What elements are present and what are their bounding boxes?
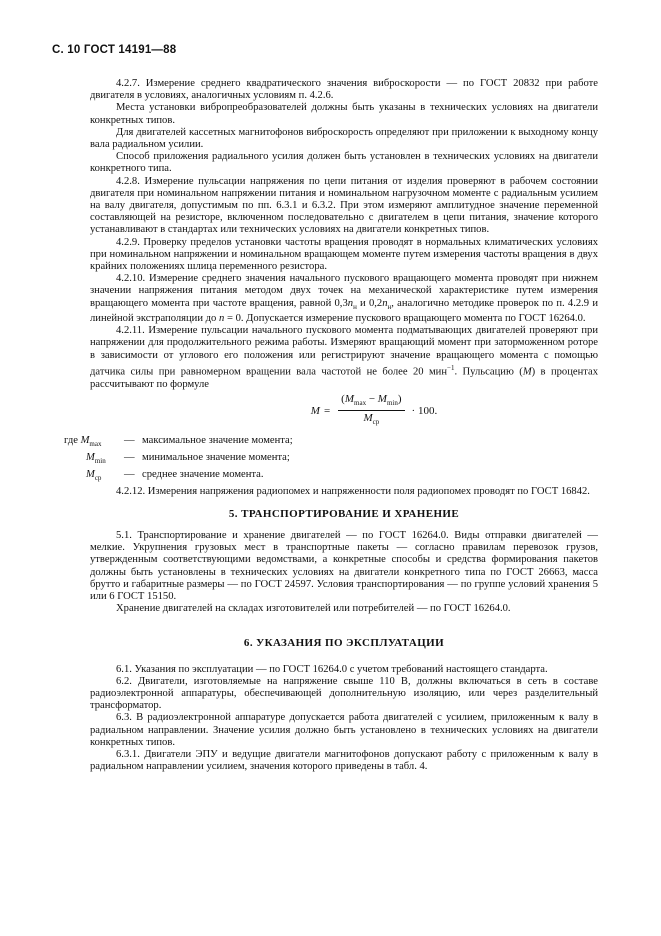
paren-open: ( xyxy=(341,392,345,405)
paragraph-4-2-7: 4.2.7. Измерение среднего квадратического значения виброскорости — по ГОСТ 20832 при работе двигателя в условиях, аналогичных условиям п. 4.2.6. xyxy=(90,78,598,102)
text-run: и 0,2 xyxy=(356,297,383,309)
document-body xyxy=(64,78,599,773)
m-min-symbol: М xyxy=(377,392,387,405)
legend-sub: max xyxy=(89,439,102,448)
section-6-title: 6. УКАЗАНИЯ ПО ЭКСПЛУАТАЦИИ xyxy=(243,637,445,650)
symbol-m: М xyxy=(522,366,532,378)
text-run: 4.2.11. Измерение пульсации начального пускового момента подматывающих двигателей проверяют при напряжении для продолжительного режима работы. Измеряют вращающий момент при заторможенном роторе в зависимости от углового его положения или регистрируют значение вращающего момента с помощью датчика силы при равномерном вращении вала частотой не более 20 мин xyxy=(90,325,598,378)
formula-legend xyxy=(64,435,598,486)
paragraph-cassette-motors: Для двигателей кассетных магнитофонов виброскорость определяют при приложении к выходному концу вала радиальном усилии. xyxy=(90,126,598,151)
legend-row xyxy=(64,435,598,452)
paragraph-5-1: 5.1. Транспортирование и хранение двигателей — по ГОСТ 16264.0. Виды отправки двигателей — мелкие. Укрупнения грузовых мест в транспортные пакеты — согласно правилам перевозок грузов, утвержденным соответствующими ведомствами, а конкретные способы и средства формирования пакетов должны быть установлены в технических условиях на двигатели конкретного типа по ГОСТ 26663, масса брутто и габаритные размеры — по ГОСТ 24597. Условия транспортирования — по группе условий хранения 5 или 6 ГОСТ 15150. xyxy=(90,529,598,602)
legend-text: минимальное значение момента; xyxy=(142,451,290,463)
pulsation-formula xyxy=(150,393,598,429)
paragraph-sensor-placement: Места установки вибропреобразователей должны быть указаны в технических условиях на двигатели конкретных типов. xyxy=(90,102,598,126)
subscript: н xyxy=(387,302,392,311)
paragraph-4-2-9: 4.2.9. Проверку пределов установки частоты вращения проводят в нормальных климатических условиях при номинальном напряжении и номинальном вращающем моменте путем измерения частоты вращения в двух крайних положениях шлица переменного резистора. xyxy=(90,236,598,273)
paragraph-4-2-12: 4.2.12. Измерения напряжения радиопомех и напряженности поля радиопомех проводят по ГОСТ 16842. xyxy=(116,485,590,497)
legend-dash: — xyxy=(124,468,135,480)
page-header: С. 10 ГОСТ 14191—88 xyxy=(52,44,177,56)
paragraph-4-2-10 xyxy=(90,273,598,325)
paragraph-4-2-8: 4.2.8. Измерение пульсации напряжения по цепи питания от изделия проверяют в рабочем состоянии двигателя при номинальном напряжении питания и номинальном нагрузочном моменте с радиальным усилием на валу двигателя, допустимым по пп. 6.3.1 и 6.3.2. При этом измеряют амплитудное значение переменной составляющей на резисторе, включенном последовательно с двигателем в цепи питания, значение которого устанавливают в стандартах или технических условиях на двигатели конкретных типов. xyxy=(90,175,598,236)
paragraph-6-3-1: 6.3.1. Двигатели ЭПУ и ведущие двигатели магнитофонов допускают работу с приложенным к валу в радиальном направлении усилием, значения которого приведены в табл. 4. xyxy=(90,748,598,773)
text-run: . Пульсацию ( xyxy=(454,366,523,378)
symbol-n: n xyxy=(382,297,388,309)
paragraph-force-method: Способ приложения радиального усилия должен быть установлен в технических условиях на двигатели конкретного типа. xyxy=(90,151,598,175)
legend-sub: min xyxy=(94,456,106,465)
text-run: = 0. Допускается измерение пускового вращающего момента по ГОСТ 16264.0. xyxy=(224,312,586,324)
formula-denominator xyxy=(363,411,379,428)
legend-dash: — xyxy=(124,451,135,463)
section-5-title: 5. ТРАНСПОРТИРОВАНИЕ И ХРАНЕНИЕ xyxy=(228,507,460,520)
formula-tail: · 100. xyxy=(411,404,438,417)
text-run: 4.2.10. Измерение среднего значения начального пускового вращающего момента проводят при нижнем значении напряжения питания методом двух точек на механической характеристике путем измерения вращающего момента при частоте вращения, равной 0,3 xyxy=(90,273,598,309)
legend-symbol xyxy=(64,452,124,467)
legend-symbol xyxy=(64,435,124,450)
m-max-symbol: М xyxy=(344,392,355,405)
text-run: ) в процентах рассчитывают по формуле xyxy=(90,366,599,390)
formula-numerator xyxy=(338,393,404,411)
text-run: , аналогично методике проверок по п. 4.2.9 и линейной экстраполяции до xyxy=(90,297,598,324)
legend-dash: — xyxy=(124,434,135,446)
sub-cp: ср xyxy=(372,418,380,427)
paragraph-storage: Хранение двигателей на складах изготовителей или потребителей — по ГОСТ 16264.0. xyxy=(116,603,511,615)
legend-m: М xyxy=(80,434,90,446)
paragraph-6-3: 6.3. В радиоэлектронной аппаратуре допускается работа двигателей с усилием, приложенным к валу в радиальном направлении. Значение усилия должно быть установлено в технических условиях на двигатели конкретных типов. xyxy=(90,712,598,748)
subscript: н xyxy=(353,302,357,311)
legend-where: где xyxy=(64,434,78,446)
legend-symbol xyxy=(64,469,124,484)
paren-close: ) xyxy=(397,392,402,405)
sub-min: min xyxy=(386,398,398,407)
paragraph-6-2: 6.2. Двигатели, изготовляемые на напряжение свыше 110 В, должны включаться в сеть в составе радиоэлектронной аппаратуры, обеспечивающей дополнительную изоляцию, или через разделительный трансформатор. xyxy=(90,675,598,712)
paragraph-4-2-11 xyxy=(90,325,598,391)
superscript: −1 xyxy=(447,363,455,372)
minus-sign: − xyxy=(366,392,378,405)
sub-max: max xyxy=(354,398,367,407)
legend-text: максимальное значение момента; xyxy=(142,434,293,446)
legend-m: М xyxy=(86,468,95,480)
legend-row xyxy=(64,469,598,486)
legend-sub: ср xyxy=(94,473,102,482)
symbol-n: n xyxy=(347,297,354,309)
legend-m: М xyxy=(86,451,95,463)
legend-row xyxy=(64,452,598,469)
legend-text: среднее значение момента. xyxy=(142,468,264,480)
symbol-n: n xyxy=(219,312,225,324)
formula-fraction xyxy=(338,393,404,429)
m-avg-symbol: М xyxy=(363,412,373,425)
formula-lhs: М xyxy=(310,404,320,417)
formula-equals: = xyxy=(323,404,331,417)
paragraph-6-1: 6.1. Указания по эксплуатации — по ГОСТ 16264.0 с учетом требований настоящего стандарта. xyxy=(116,663,548,675)
